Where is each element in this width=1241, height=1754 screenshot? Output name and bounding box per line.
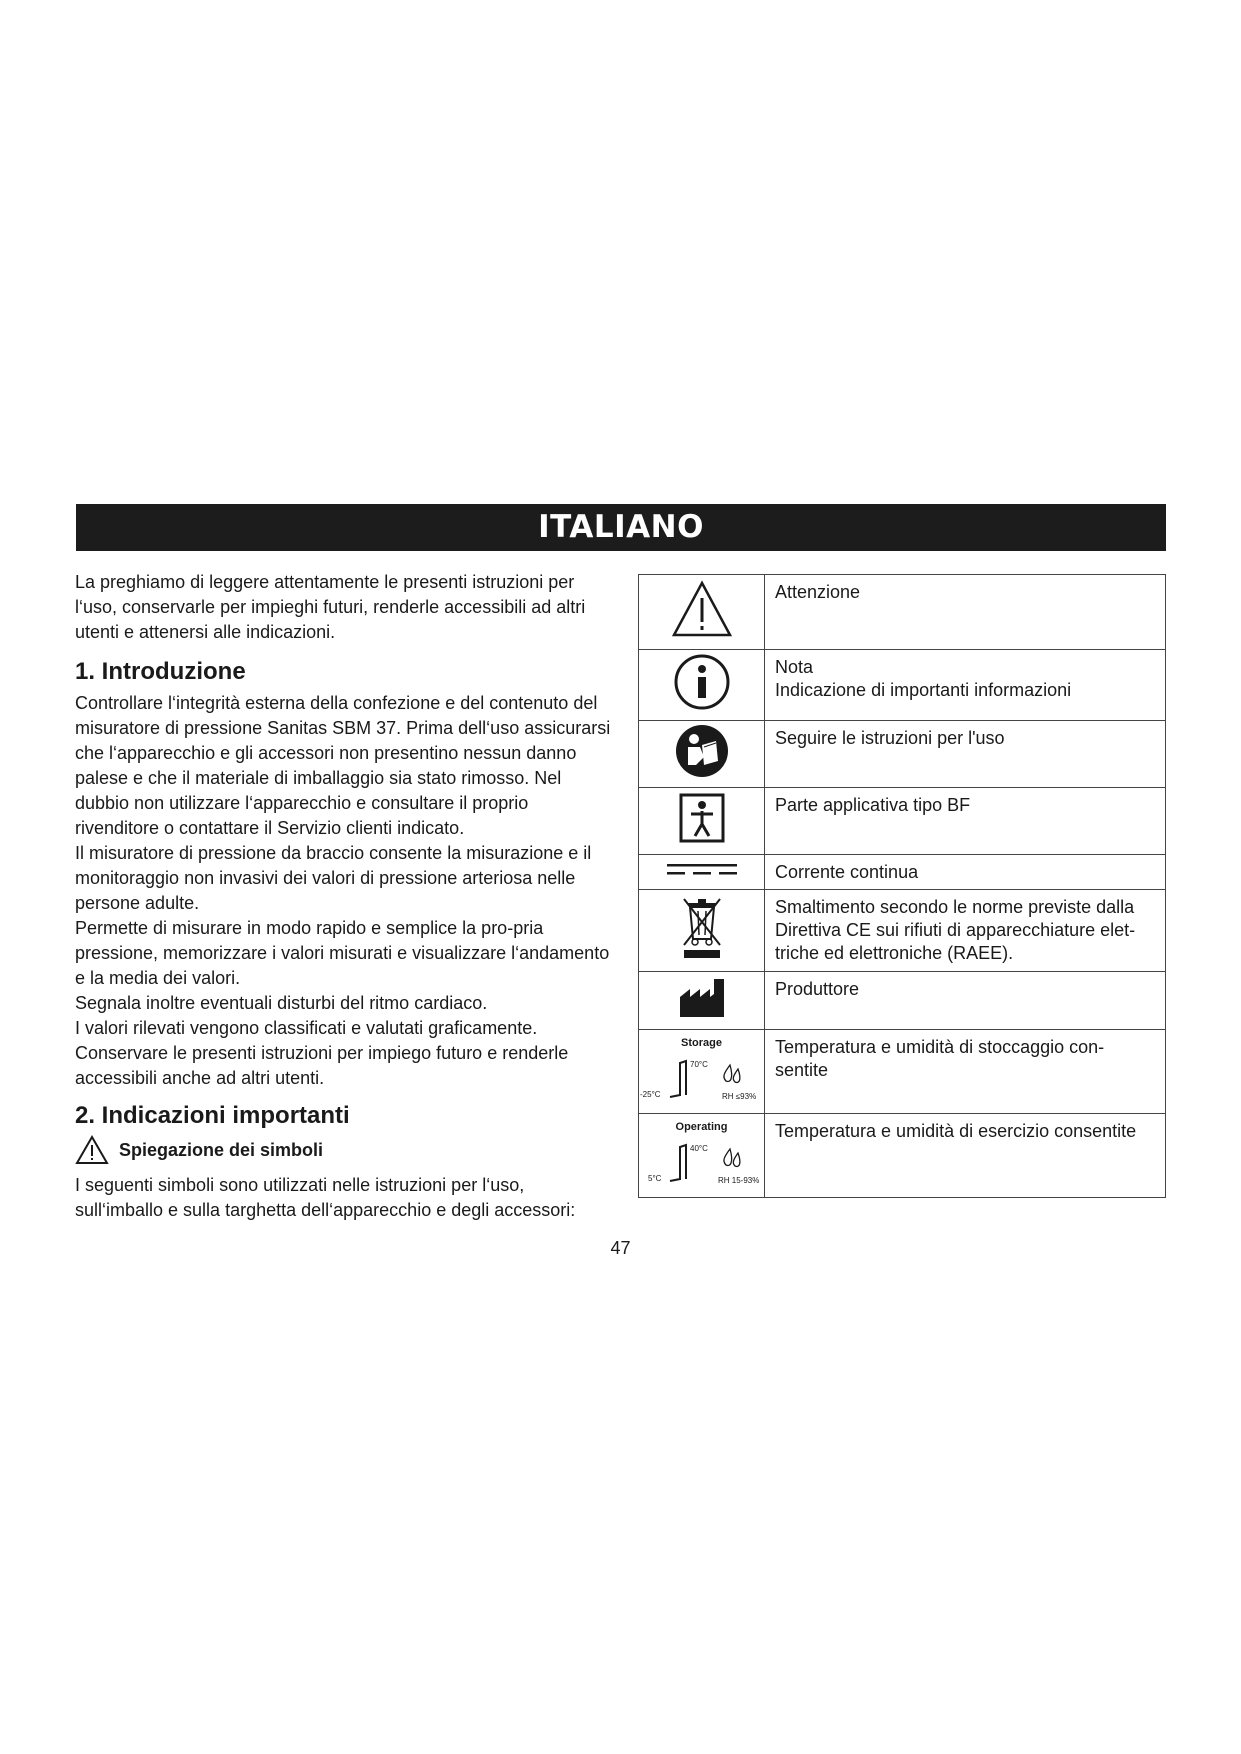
symbol-row	[639, 721, 1166, 788]
symbol-icon-cell	[639, 972, 765, 1030]
symbol-icon-cell	[639, 1030, 765, 1114]
operating-label: Operating	[675, 1121, 728, 1133]
symbol-text: Temperatura e umidità di stoccaggio con-sentite	[765, 1030, 1166, 1114]
symbol-text: Attenzione	[765, 575, 1166, 650]
section-2-title: 2. Indicazioni importanti	[75, 1102, 350, 1129]
symbol-icon-cell	[639, 575, 765, 650]
warning-icon	[671, 580, 733, 638]
section-1-paragraph: Segnala inoltre eventuali disturbi del ritmo cardiaco.	[75, 993, 488, 1013]
symbol-text: Corrente continua	[765, 855, 1166, 890]
section-1-paragraph: Permette di misurare in modo rapido e semplice la pro-pria pressione, memorizzare i valori misurati e visualizzare l‘andamento e la media dei valori.	[75, 918, 610, 988]
intro-paragraph: La preghiamo di leggere attentamente le presenti istruzioni per l‘uso, conservarle per impieghi futuri, renderle accessibili ad altri utenti e attenersi alle indicazioni.	[75, 572, 586, 642]
symbol-row	[639, 575, 1166, 650]
storage-temp-low: -25°C	[639, 1090, 661, 1099]
symbols-subheading	[75, 1135, 615, 1165]
symbol-row	[639, 855, 1166, 890]
symbols-table	[638, 574, 1166, 1198]
weee-icon	[678, 895, 726, 961]
symbol-text: Produttore	[765, 972, 1166, 1030]
warning-icon	[75, 1135, 109, 1165]
symbol-row	[639, 788, 1166, 855]
symbols-subtitle: Spiegazione dei simboli	[119, 1139, 324, 1160]
operating-temp-high: 40°C	[689, 1144, 708, 1153]
symbol-text: Seguire le istruzioni per l'uso	[765, 721, 1166, 788]
symbol-icon-cell	[639, 721, 765, 788]
storage-temp-high: 70°C	[689, 1060, 708, 1069]
symbol-row	[639, 1114, 1166, 1198]
operating-icon	[640, 1139, 764, 1191]
symbol-row	[639, 1030, 1166, 1114]
symbol-text: Parte applicativa tipo BF	[765, 788, 1166, 855]
symbol-text-cell	[765, 650, 1166, 721]
symbol-icon-cell	[639, 1114, 765, 1198]
storage-humidity: RH ≤93%	[721, 1092, 756, 1101]
symbol-icon-cell	[639, 788, 765, 855]
symbol-icon-cell	[639, 890, 765, 972]
section-1-paragraph: I valori rilevati vengono classificati e valutati graficamente.	[75, 1018, 538, 1038]
symbol-row	[639, 972, 1166, 1030]
section-2-paragraph: I seguenti simboli sono utilizzati nelle istruzioni per l‘uso, sull‘imballo e sulla targhetta dell‘apparecchio e degli accessori:	[75, 1175, 576, 1220]
symbol-row	[639, 650, 1166, 721]
section-1-paragraph: Il misuratore di pressione da braccio consente la misurazione e il monitoraggio non invasivi dei valori di pressione arteriosa nelle persone adulte.	[75, 843, 592, 913]
symbol-icon-cell	[639, 650, 765, 721]
bf-part-icon	[678, 792, 726, 844]
symbol-row	[639, 890, 1166, 972]
symbol-text: Smaltimento secondo le norme previste dalla Direttiva CE sui rifiuti di apparecchiature elet-triche ed elettroniche (RAEE).	[765, 890, 1166, 972]
symbol-icon-cell	[639, 855, 765, 890]
manufacturer-icon	[678, 977, 726, 1019]
section-1-paragraph: Controllare l‘integrità esterna della confezione e del contenuto del misuratore di pressione Sanitas SBM 37. Prima dell‘uso assicurarsi che l‘apparecchio e gli accessori non presentino nessun danno palese e che il materiale di imballaggio sia stato rimosso. Nel dubbio non utilizzare l‘apparecchio e consultare il proprio rivenditore o contattare il Servizio clienti indicato.	[75, 693, 611, 838]
info-icon	[673, 653, 731, 711]
symbol-text: Nota	[775, 657, 814, 677]
manual-icon	[674, 723, 730, 779]
dc-icon	[665, 859, 739, 879]
left-column	[75, 570, 615, 1223]
section-1-title: 1. Introduzione	[75, 658, 246, 685]
language-banner: ITALIANO	[76, 504, 1166, 551]
symbol-text: Temperatura e umidità di esercizio consentite	[765, 1114, 1166, 1198]
operating-temp-low: 5°C	[647, 1174, 661, 1183]
section-1-paragraph: Conservare le presenti istruzioni per impiego futuro e renderle accessibili anche ad altri utenti.	[75, 1043, 569, 1088]
page-number: 47	[610, 1238, 631, 1258]
storage-icon	[640, 1055, 764, 1107]
operating-humidity: RH 15-93%	[717, 1176, 759, 1185]
symbol-text-secondary: Indicazione di importanti informazioni	[775, 680, 1072, 700]
storage-label: Storage	[681, 1037, 722, 1049]
